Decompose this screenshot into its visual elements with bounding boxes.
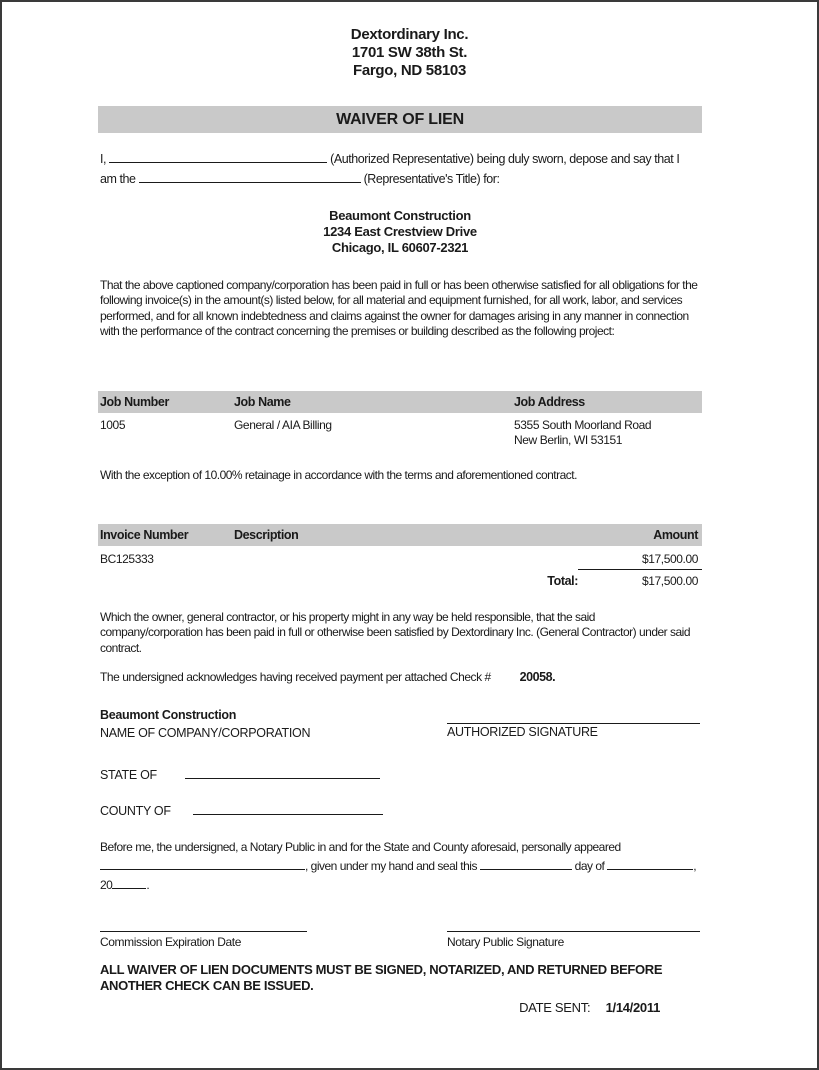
state-of-row (100, 766, 380, 782)
footer-gap (307, 922, 447, 949)
contractor-name: Beaumont Construction (329, 208, 471, 223)
responsibility-paragraph: Which the owner, general contractor, or his property might in any way be held responsible, that the said company/corporation has been paid in full or otherwise been satisfied by Dextordinary Inc. (General Contractor) under said contract. (100, 610, 691, 655)
contractor-block (98, 208, 702, 256)
invoice-table (98, 524, 702, 588)
notary-year-prefix: 20 (100, 878, 113, 892)
notary-year-line (100, 876, 700, 895)
sworn-suffix: (Representative's Title) for: (363, 172, 500, 186)
job-address-line1: 5355 South Moorland Road (514, 418, 652, 432)
description-column-header: Description (234, 528, 299, 542)
notary-intro: Before me, the undersigned, a Notary Public in and for the State and County aforesaid, personally appeared (100, 840, 621, 854)
invoice-number-column-header: Invoice Number (100, 528, 189, 542)
month-blank (607, 857, 693, 870)
check-acknowledgement (100, 670, 700, 684)
notary-period: . (146, 878, 150, 892)
sworn-prefix: I, (100, 152, 107, 166)
company-letterhead (2, 26, 817, 80)
representative-name-blank (109, 150, 327, 163)
contractor-address-line1: 1234 East Crestview Drive (323, 224, 477, 239)
invoice-total-row (98, 574, 702, 588)
signing-company-name: Beaumont Construction (100, 708, 237, 722)
job-address-column-header: Job Address (514, 395, 585, 409)
check-acknowledgement-text: The undersigned acknowledges having received payment per attached Check # (100, 670, 491, 684)
job-table (98, 391, 702, 448)
notary-signature-column (447, 922, 700, 949)
job-number-column-header: Job Number (100, 395, 169, 409)
sworn-statement (100, 149, 692, 189)
paid-in-full-paragraph: That the above captioned company/corporation has been paid in full or has been otherwise satisfied for all obligations for the following invoice(s) in the amount(s) listed below, for all material and equipment furnished, for all work, labor, and services performed, and for all known indebtedness and claims against the owner for damages arising in any manner in connection with the performance of the contract concerning the premises or building described as the following project: (100, 278, 698, 338)
date-sent-label: DATE SENT: (519, 1000, 591, 1015)
company-address-line2: Fargo, ND 58103 (352, 62, 467, 79)
authorized-signature-label: AUTHORIZED SIGNATURE (447, 725, 598, 739)
job-table-row (98, 418, 702, 448)
total-amount: $17,500.00 (641, 574, 698, 588)
job-address-cell (514, 418, 702, 448)
sworn-middle: (Authorized Representative) being duly sworn, depose and say that I am the (100, 152, 680, 186)
document-title-bar (98, 106, 702, 133)
return-warning: ALL WAIVER OF LIEN DOCUMENTS MUST BE SIGNED, NOTARIZED, AND RETURNED BEFORE ANOTHER CHECK CAN BE ISSUED. (100, 962, 663, 993)
commission-expiration-label: Commission Expiration Date (100, 935, 241, 949)
notary-fill-line (100, 857, 700, 876)
date-sent-value: 1/14/2011 (605, 1000, 660, 1015)
county-blank (193, 802, 383, 815)
notary-day-of: day of (574, 859, 605, 873)
job-address-line2: New Berlin, WI 53151 (514, 433, 623, 447)
job-table-header (98, 391, 702, 413)
state-blank (185, 766, 380, 779)
job-name-cell: General / AIA Billing (234, 418, 332, 432)
county-of-row (100, 802, 383, 818)
company-signature-column (98, 708, 447, 740)
company-name-label: NAME OF COMPANY/CORPORATION (100, 726, 311, 740)
authorized-signature-column (447, 708, 700, 740)
notary-given-under: , given under my hand and seal this (305, 859, 477, 873)
notary-signature-line (447, 922, 700, 932)
check-number: 20058. (519, 670, 556, 684)
document-title: WAIVER OF LIEN (336, 111, 464, 128)
representative-title-blank (139, 170, 361, 183)
commission-expiration-line (100, 922, 307, 932)
invoice-table-header (98, 524, 702, 546)
job-number-cell: 1005 (100, 418, 126, 432)
total-label: Total: (547, 574, 578, 588)
state-of-label: STATE OF (100, 768, 157, 782)
footer-signature-lines (98, 922, 702, 949)
amount-column-header: Amount (653, 528, 698, 542)
day-blank (480, 857, 572, 870)
company-address-line1: 1701 SW 38th St. (351, 44, 468, 61)
notary-signature-label: Notary Public Signature (447, 935, 564, 949)
notary-comma: , (693, 859, 697, 873)
date-sent-row (98, 1000, 702, 1015)
county-of-label: COUNTY OF (100, 804, 171, 818)
invoice-table-row (98, 552, 702, 570)
commission-expiration-column (100, 922, 307, 949)
invoice-amount-cell: $17,500.00 (578, 552, 702, 570)
contractor-address-line2: Chicago, IL 60607-2321 (331, 240, 469, 255)
authorized-signature-line (447, 708, 700, 724)
retainage-note: With the exception of 10.00% retainage in accordance with the terms and aforementioned contract. (100, 468, 577, 482)
notary-paragraph (100, 838, 700, 895)
invoice-number-cell: BC125333 (100, 552, 154, 566)
signature-block (98, 708, 702, 740)
company-name: Dextordinary Inc. (350, 26, 469, 43)
invoice-description-cell (232, 552, 578, 570)
job-name-column-header: Job Name (234, 395, 291, 409)
appeared-name-blank (100, 857, 305, 870)
year-blank (112, 876, 146, 889)
